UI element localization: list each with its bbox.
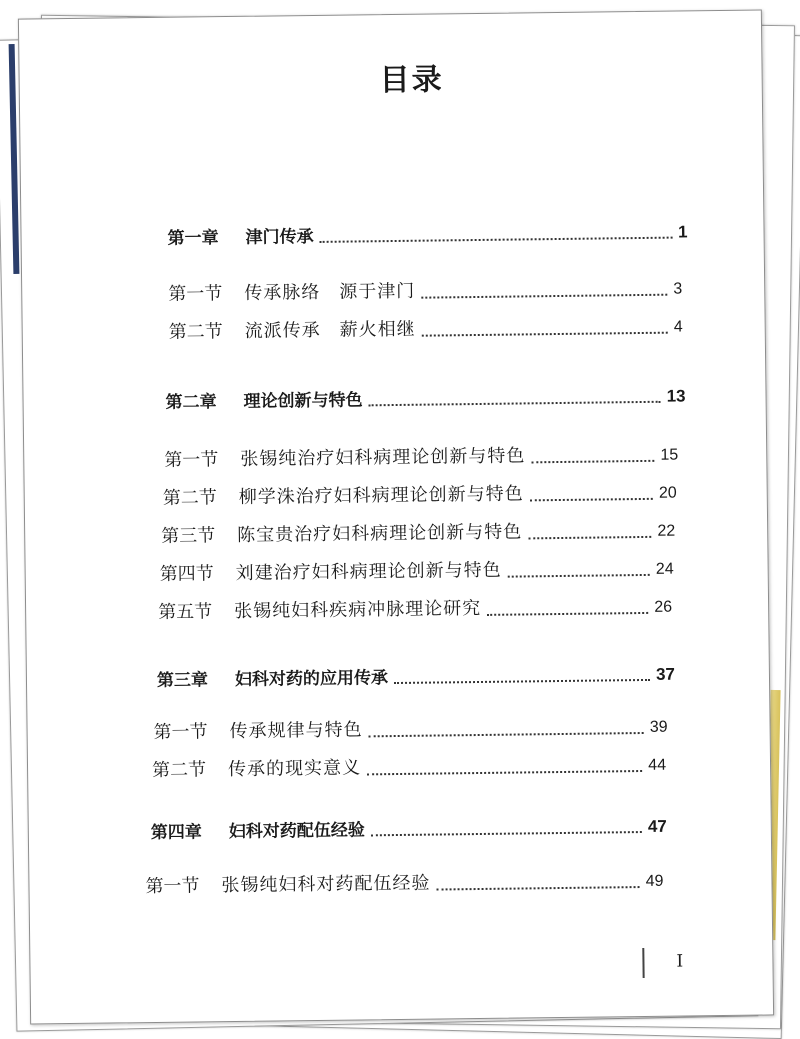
entry-page: 44 [648,756,667,774]
entry-page: 47 [647,816,667,836]
leader-dots [437,885,640,890]
toc-chapter-2[interactable] [165,381,685,412]
entry-page: 20 [658,484,677,502]
toc-section[interactable] [158,592,672,624]
toc-section[interactable] [145,866,663,898]
leader-dots [528,535,651,540]
leader-dots [367,769,642,775]
toc-chapter-1[interactable] [167,217,687,248]
entry-title: 理论创新与特色 [243,390,363,412]
toc-section[interactable] [152,750,666,782]
entry-number: 第一节 [168,283,223,305]
entry-number: 第一章 [167,228,219,249]
leader-dots [369,731,644,737]
leader-dots [369,400,661,407]
entry-number: 第二节 [151,759,207,781]
leader-dots [394,678,650,684]
leader-dots [422,331,668,337]
entry-title: 传承的现实意义 [227,757,362,781]
leader-dots [320,236,673,243]
entry-page: 3 [673,280,683,298]
entry-page: 49 [645,872,664,890]
entry-number: 第五节 [158,601,213,623]
entry-title: 张锡纯妇科疾病冲脉理论研究 [234,597,482,622]
entry-title: 流派传承 薪火相继 [244,318,416,342]
entry-title: 张锡纯治疗妇科病理论创新与特色 [240,445,526,470]
leader-dots [487,611,648,616]
page-title: 目录 [379,62,444,99]
entry-title: 柳学洙治疗妇科病理论创新与特色 [238,483,524,508]
entry-page: 1 [677,222,688,242]
entry-title: 陈宝贵治疗妇科病理论创新与特色 [237,521,523,546]
entry-number: 第三节 [161,525,216,547]
toc-chapter-3[interactable] [157,660,675,691]
toc-section[interactable] [161,516,675,548]
entry-number: 第二章 [165,392,217,413]
toc-section[interactable] [163,478,677,510]
leader-dots [421,293,667,299]
entry-number: 第三章 [156,670,209,691]
table-of-contents [19,11,773,1024]
entry-title: 张锡纯妇科对药配伍经验 [221,872,431,897]
entry-page: 24 [655,560,674,578]
page-margin-mark [642,948,644,978]
entry-page: 22 [657,522,676,540]
entry-page: 13 [666,386,686,406]
toc-chapter-4[interactable] [151,812,667,843]
entry-number: 第一节 [153,721,208,743]
entry-page: 15 [660,446,679,464]
leader-dots [371,830,642,836]
entry-number: 第一节 [145,875,200,898]
toc-page [18,9,774,1024]
toc-section[interactable] [164,440,678,472]
leader-dots [508,573,650,578]
toc-section[interactable] [168,273,682,305]
entry-number: 第四章 [150,822,202,844]
leader-dots [531,459,654,464]
entry-number: 第四节 [159,563,214,585]
entry-page: 39 [649,718,668,736]
entry-page: 37 [655,664,676,684]
entry-title: 妇科对药配伍经验 [228,820,365,843]
leader-dots [530,497,653,502]
toc-section[interactable] [160,554,674,586]
entry-page: 4 [673,318,683,336]
toc-section[interactable] [153,712,667,744]
entry-number: 第二节 [168,321,223,343]
entry-number: 第一节 [164,449,219,471]
entry-title: 刘建治疗妇科病理论创新与特色 [235,559,502,584]
entry-number: 第二节 [162,487,217,509]
entry-page: 26 [654,598,673,616]
toc-section[interactable] [169,311,683,343]
page-number: I [676,951,684,972]
entry-title: 津门传承 [245,226,314,248]
entry-title: 传承脉络 源于津门 [244,280,416,304]
entry-title: 传承规律与特色 [229,719,363,743]
entry-title: 妇科对药的应用传承 [234,668,389,690]
